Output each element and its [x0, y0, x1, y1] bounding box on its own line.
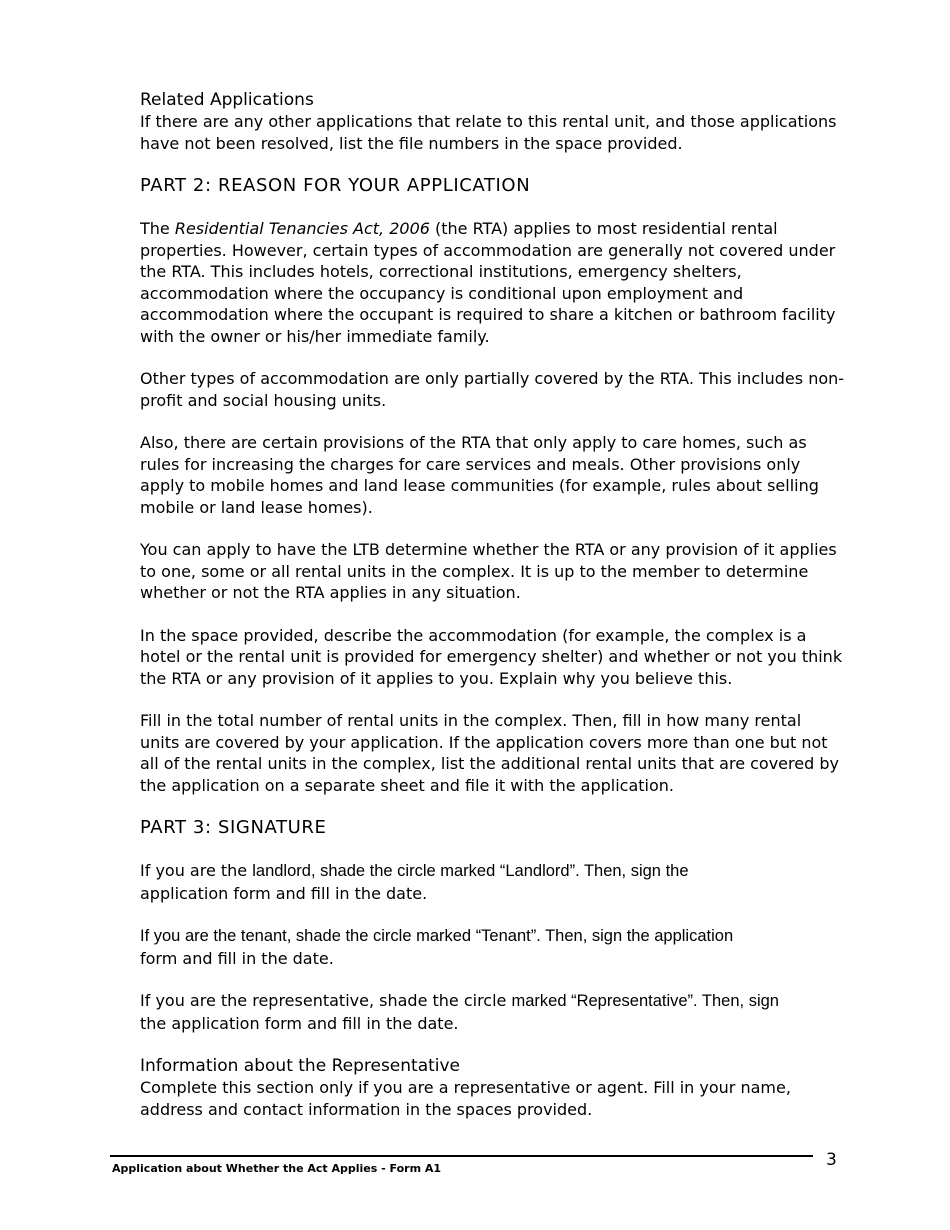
part2-paragraph-4: You can apply to have the LTB determine whether the RTA or any provision of it applies to one, some or all rental units in the complex. It is up to the member to determine whether or not the RTA applies in any situation.	[140, 540, 837, 602]
related-applications-text: If there are any other applications that relate to this rental unit, and those applications have not been resolved, list the file numbers in the space provided.	[140, 112, 837, 153]
rep-text-c: the application form and fill in the date.	[140, 1013, 459, 1033]
landlord-text-a: If you are the	[140, 861, 253, 880]
part2-paragraph-2: Other types of accommodation are only partially covered by the RTA. This includes non-profit and social housing units.	[140, 369, 845, 410]
part3-representative-instruction	[140, 990, 845, 1034]
related-applications-heading: Related Applications	[140, 90, 314, 110]
tenant-text-a: If you are the tenant, shade the circle marked “Tenant”. Then, sign the application	[140, 927, 734, 945]
representative-info-text: Complete this section only if you are a representative or agent. Fill in your name, address and contact information in the spaces provided.	[140, 1078, 791, 1119]
part2-heading: PART 2: REASON FOR YOUR APPLICATION	[140, 175, 531, 196]
footer-form-title: Application about Whether the Act Applies - Form A1	[112, 1162, 442, 1175]
part3-landlord-instruction	[140, 860, 845, 904]
tenant-text-b: form and fill in the date.	[140, 948, 334, 968]
rep-text-b: marked “Representative”. Then, sign	[511, 992, 779, 1010]
part2-paragraph-3: Also, there are certain provisions of the RTA that only apply to care homes, such as rules for increasing the charges for care services and meals. Other provisions only apply to mobile homes and land lease communities (for example, rules about selling mobile or land lease homes).	[140, 433, 819, 517]
part2-paragraph-1	[140, 218, 845, 347]
part3-tenant-instruction	[140, 925, 845, 969]
part2-p1-rest: (the RTA) applies to most residential rental properties. However, certain types of accommodation are generally not covered under the RTA. This includes hotels, correctional institutions, emergency shelters, accommodation where the occupancy is conditional upon employment and accommodation where the occupant is required to share a kitchen or bathroom facility with the owner or his/her immediate family.	[140, 219, 836, 346]
act-title: Residential Tenancies Act, 2006	[174, 219, 430, 238]
part2-paragraph-5: In the space provided, describe the accommodation (for example, the complex is a hotel or the rental unit is provided for emergency shelter) and whether or not you think the RTA or any provision of it applies to you. Explain why you believe this.	[140, 625, 843, 688]
representative-info-heading: Information about the Representative	[140, 1056, 461, 1076]
rep-text-a: If you are the representative, shade the circle	[140, 991, 512, 1010]
page-number: 3	[826, 1150, 837, 1170]
part2-p1-prefix: The	[140, 219, 175, 238]
part3-heading: PART 3: SIGNATURE	[140, 817, 327, 838]
landlord-text-c: application form and fill in the date.	[140, 883, 428, 903]
part2-paragraph-6: Fill in the total number of rental units in the complex. Then, fill in how many rental units are covered by your application. If the application covers more than one but not all of the rental units in the complex, list the additional rental units that are covered by the application on a separate sheet and file it with the application.	[140, 711, 839, 795]
landlord-text-b: landlord, shade the circle marked “Landlord”. Then, sign the	[252, 862, 689, 880]
footer-divider	[110, 1155, 813, 1157]
document-body	[140, 89, 845, 1120]
